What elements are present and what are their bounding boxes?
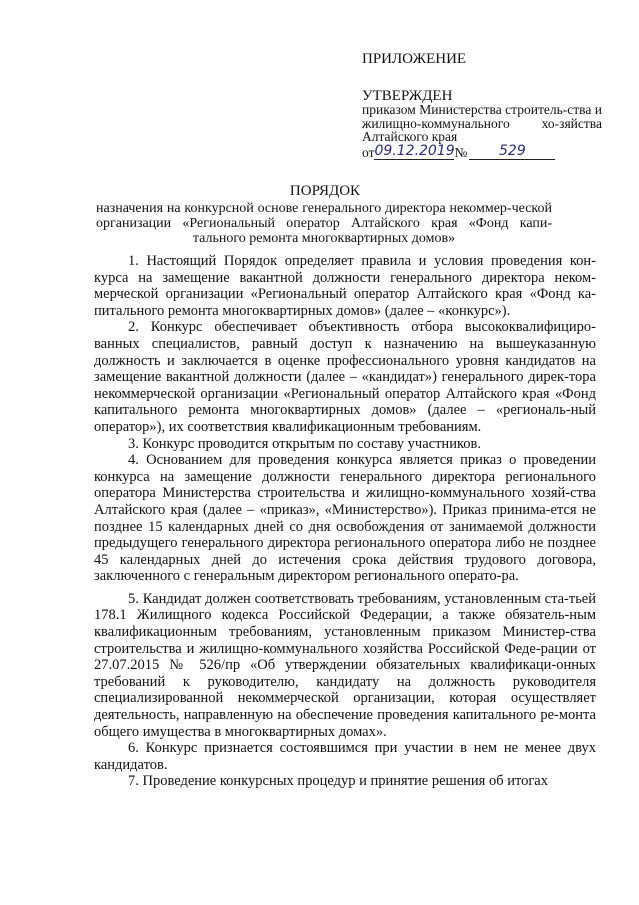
approval-block [362,52,602,160]
paragraph-3: 3. Конкурс проводится открытым по составу участников. [128,435,481,452]
paragraph-6: 6. Конкурс признается состоявшимся при участии в нем не менее двух кандидатов. [94,740,596,773]
date-prefix: от [362,144,375,160]
approved-header: УТВЕРЖДЕН [362,87,453,104]
appendix-header: ПРИЛОЖЕНИЕ [362,51,467,67]
document-body [94,253,596,790]
document-subtitle: назначения на конкурсной основе генерального директора некоммер-ческой организации «Региональный оператор Алтайского края «Фонд капи-тального ремонта многоквартирных домов» [96,201,552,246]
approval-order-text: приказом Министерства строитель-ства и жилищно-коммунального хо-зяйства Алтайского края [362,102,602,144]
handwritten-number: 529 [469,144,555,160]
paragraph-7: 7. Проведение конкурсных процедур и принятие решения об итогах [128,773,548,790]
number-prefix: № [454,144,468,160]
paragraph-2: 2. Конкурс обеспечивает объективность отбора высококвалифициро-ванных специалистов, равный доступ к назначению на вышеуказанную должность и заключается в оценке профессионального уровня кандидатов на замещение вакантной должности (далее – «кандидат») генерального дирек-тора некоммерческой организации «Региональный оператор Алтайского края «Фонд капитального ремонта многоквартирных домов» (далее – «региональ-ный оператор»), их соответствия квалификационным требованиям. [94,319,596,435]
approval-date-line [362,144,602,160]
paragraph-5: 5. Кандидат должен соответствовать требованиям, установленным ста-тьей 178.1 Жилищного кодекса Российской Федерации, а также обязатель-ным квалификационным требованиям, установленным приказом Министер-ства строительства и жилищно-коммунального хозяйства Российской Феде-рации от 27.07.2015 № 526/пр «Об утверждении обязательных квалификаци-онных требований к руководителю, кандидату на должность руководителя специализированной некоммерческой организации, которая осуществляет деятельность, направленную на обеспечение проведения капитального ре-монта общего имущества в многоквартирных домах». [94,590,596,740]
handwritten-date: 09.12.2019 [374,142,455,159]
document-title: ПОРЯДОК [289,183,361,199]
paragraph-4: 4. Основанием для проведения конкурса является приказ о проведении конкурса на замещение должности генерального директора регионального оператора Министерства строительства и жилищно-коммунального хозяй-ства Алтайского края (далее – «приказ», «Министерство»). Приказ принима-ется не позднее 15 календарных дней со дня освобождения от занимаемой должности предыдущего генерального директора регионального оператора либо не позднее 45 календарных дней до истечения срока действия трудового договора, заключенного с генеральным директором регионального операто-ра. [94,452,596,585]
paragraph-1: 1. Настоящий Порядок определяет правила и условия проведения кон-курса на замещение вакантной должности генерального директора неком-мерческой организации «Региональный оператор Алтайского края «Фонд ка-питального ремонта многоквартирных домов» (далее – «конкурс»). [94,253,596,319]
